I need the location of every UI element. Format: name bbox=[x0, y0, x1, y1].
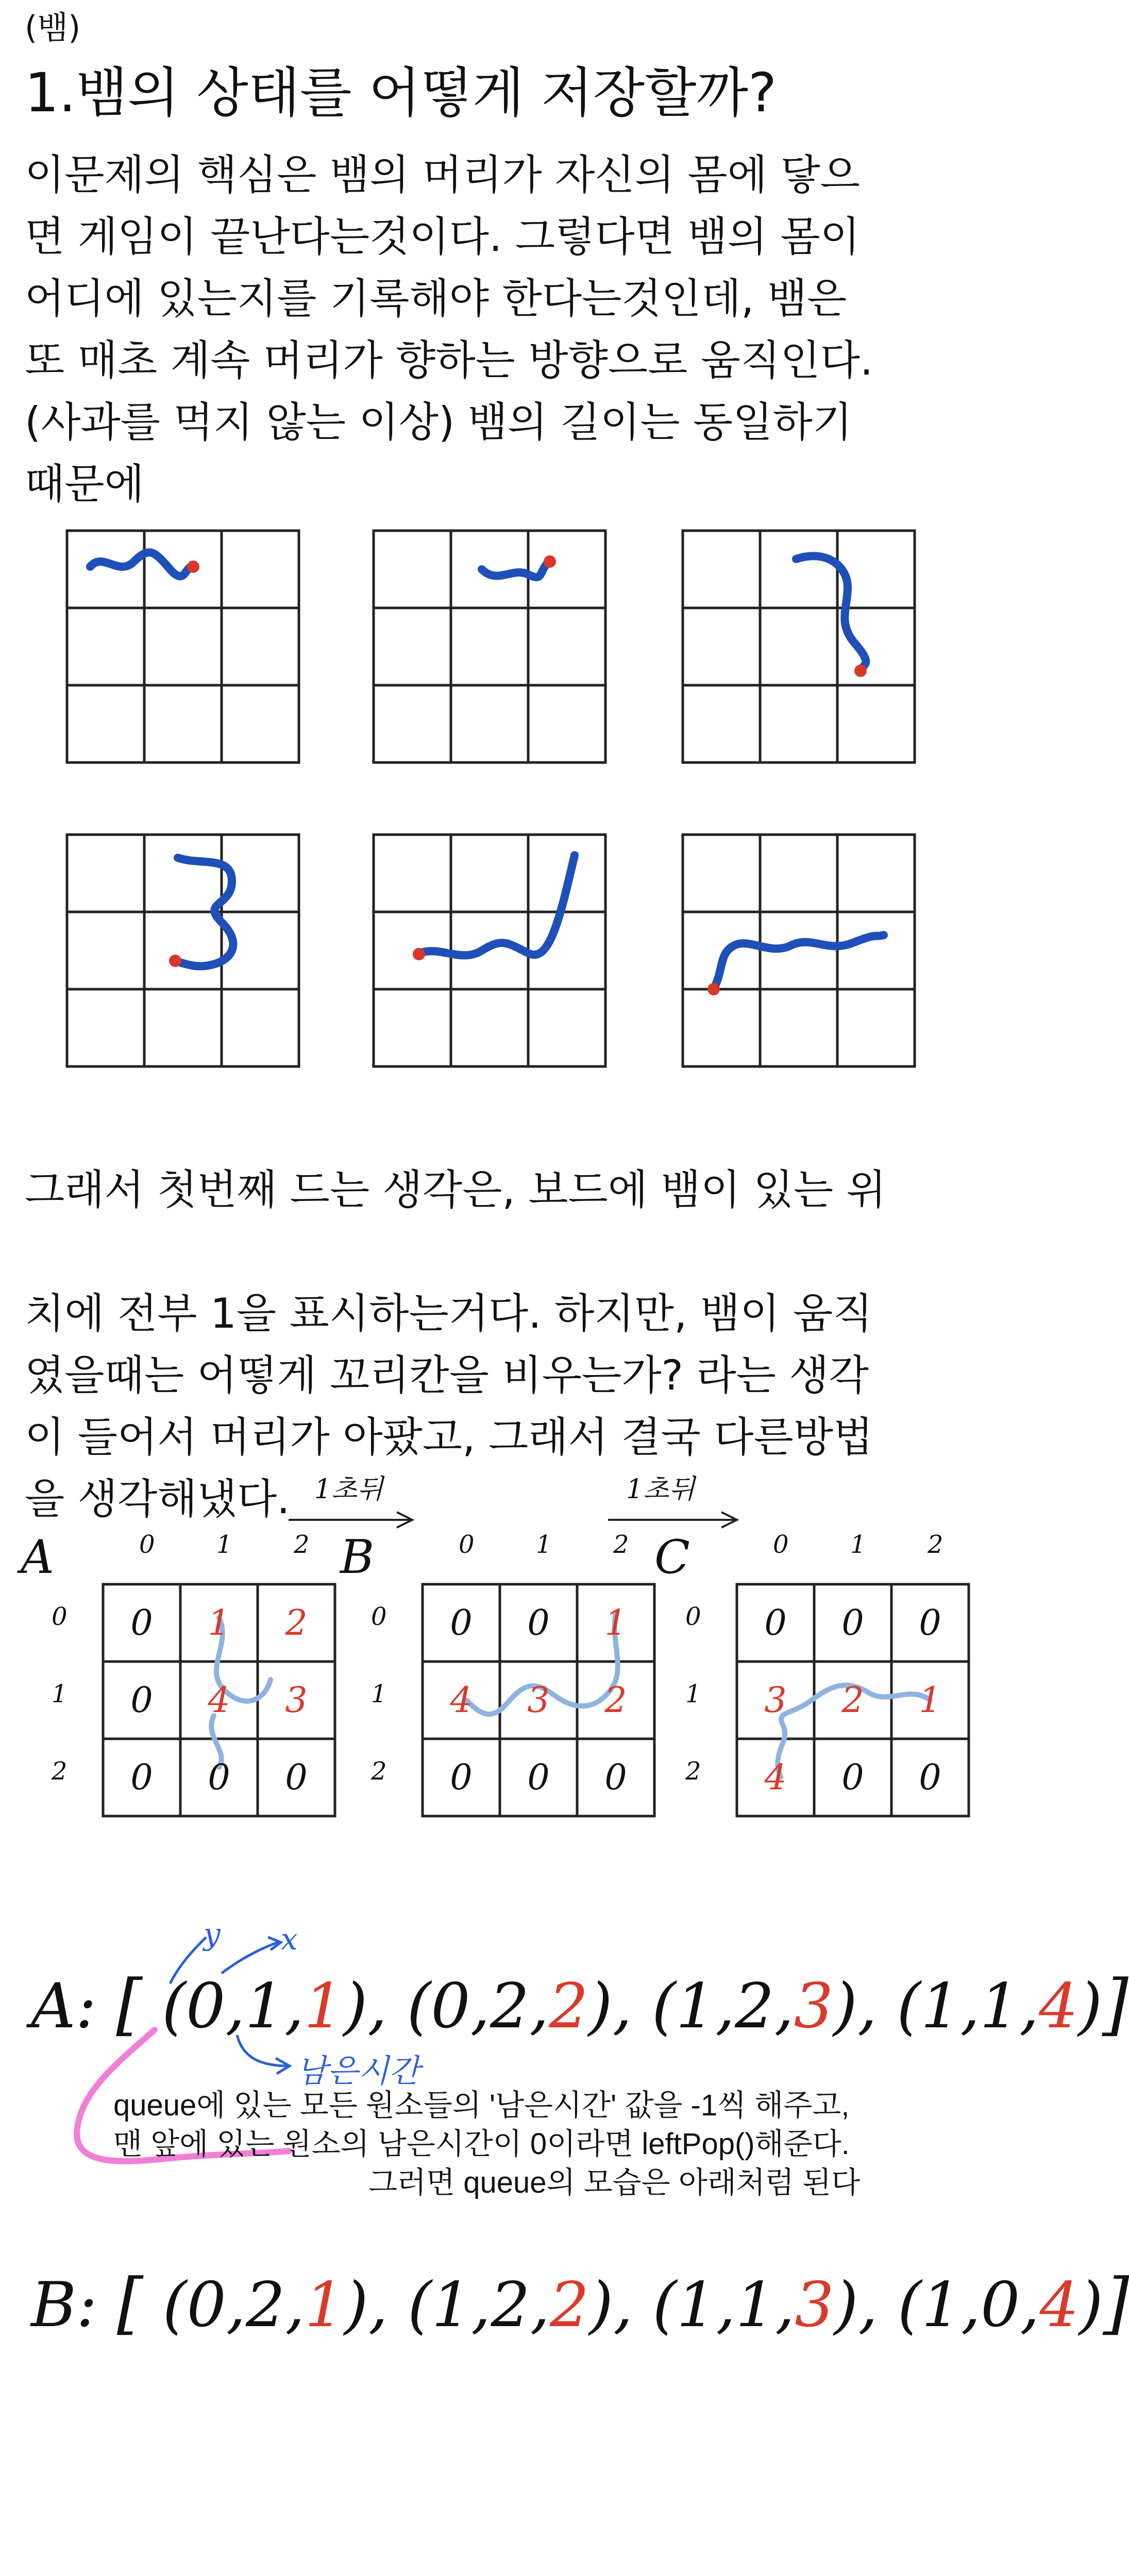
queue-a: A: [ (0,1,1), (0,2,2), (1,2,3), (1,1,4)] bbox=[31, 1965, 1128, 2043]
step-label-1: 1초뒤 bbox=[314, 1474, 383, 1505]
snake-illustration-grids bbox=[0, 515, 982, 1108]
snake-body bbox=[714, 935, 884, 989]
board-label: B bbox=[340, 1530, 375, 1584]
cell: 4 bbox=[208, 1680, 230, 1721]
step-arrow-2 bbox=[608, 1512, 737, 1528]
snake-head bbox=[187, 561, 199, 573]
cell: 0 bbox=[527, 1602, 550, 1643]
cell: 3 bbox=[764, 1680, 787, 1721]
col-header: 2 bbox=[294, 1530, 310, 1559]
queue-item: (0,2,2) bbox=[407, 1971, 613, 2042]
section1-paragraph: 이문제의 핵심은 뱀의 머리가 자신의 몸에 닿으 면 게임이 끝난다는것이다. 그렇다면 뱀의 몸이 어디에 있는지를 기록해야 한다는것인데, 뱀은 또 매초 계속 머리가 향하는 방향으로 움직인다. (사과를 먹지 않는 이상) 뱀의 길이는 동일하기 때문에 bbox=[25, 151, 873, 508]
cell: 0 bbox=[130, 1602, 153, 1643]
cell: 1 bbox=[208, 1602, 230, 1643]
cell: 0 bbox=[841, 1602, 864, 1643]
cell: 1 bbox=[919, 1680, 941, 1721]
note-line-1: queue에 있는 모든 원소들의 '남은시간' 값을 -1씩 해주고, bbox=[113, 2089, 850, 2122]
col-header: 1 bbox=[850, 1530, 866, 1559]
row-header: 0 bbox=[52, 1602, 68, 1631]
cell: 0 bbox=[130, 1757, 153, 1798]
cell: 0 bbox=[527, 1757, 550, 1798]
board-b bbox=[340, 1530, 660, 1880]
queue-item: (1,0,4) bbox=[897, 2269, 1103, 2341]
snake-head bbox=[169, 955, 181, 967]
snake-body bbox=[90, 552, 193, 576]
snake-head bbox=[707, 983, 720, 995]
queue-label: B: bbox=[31, 2269, 97, 2341]
board-label: C bbox=[654, 1530, 690, 1584]
cell: 0 bbox=[919, 1757, 941, 1798]
cell: 0 bbox=[919, 1602, 941, 1643]
cell: 2 bbox=[604, 1680, 627, 1721]
queue-item: (1,1,4) bbox=[897, 1971, 1103, 2042]
col-header: 1 bbox=[216, 1530, 232, 1559]
annot-x: x bbox=[281, 1922, 298, 1957]
queue-item: (0,2,1) bbox=[162, 2269, 368, 2341]
note-line-2: 맨 앞에 있는 원소의 남은시간이 0이라면 leftPop()해준다. bbox=[113, 2127, 850, 2161]
snake-head bbox=[413, 948, 425, 960]
queue-a-section bbox=[0, 1917, 1128, 2215]
snake-body bbox=[796, 556, 866, 670]
cell: 2 bbox=[285, 1602, 308, 1643]
cell: 3 bbox=[527, 1680, 550, 1721]
queue-label: A: bbox=[31, 1971, 97, 2042]
snake-head bbox=[544, 555, 556, 568]
col-header: 0 bbox=[459, 1530, 475, 1559]
row-header: 2 bbox=[371, 1757, 387, 1786]
row-header: 0 bbox=[371, 1602, 387, 1631]
queue-item: (1,1,3) bbox=[652, 2269, 858, 2341]
cell: 0 bbox=[450, 1757, 473, 1798]
cell: 0 bbox=[450, 1602, 473, 1643]
cell: 0 bbox=[285, 1757, 308, 1798]
row-header: 1 bbox=[52, 1680, 68, 1708]
cell: 0 bbox=[130, 1680, 153, 1721]
col-header: 2 bbox=[928, 1530, 943, 1559]
board-diagram bbox=[0, 1463, 982, 1927]
section1-title: 1.뱀의 상태를 어떻게 저장할까? bbox=[25, 61, 777, 124]
col-header: 1 bbox=[536, 1530, 552, 1559]
step-arrow-1 bbox=[289, 1512, 412, 1528]
annot-y: y bbox=[204, 1917, 221, 1952]
cell: 0 bbox=[841, 1757, 864, 1798]
grid-step-5 bbox=[374, 835, 605, 1066]
step-label-2: 1초뒤 bbox=[626, 1474, 695, 1505]
cell: 0 bbox=[208, 1757, 230, 1798]
cell: 3 bbox=[285, 1680, 308, 1721]
row-header: 0 bbox=[685, 1602, 701, 1631]
grid-step-1 bbox=[67, 531, 299, 762]
col-header: 2 bbox=[613, 1530, 629, 1559]
cell: 0 bbox=[604, 1757, 627, 1798]
queue-item: (1,2,3) bbox=[651, 1971, 857, 2042]
row-header: 1 bbox=[685, 1680, 701, 1708]
grid-step-2 bbox=[374, 531, 605, 762]
queue-item: (1,2,2) bbox=[408, 2269, 614, 2341]
queue-item: (0,1,1) bbox=[162, 1971, 368, 2042]
row-header: 2 bbox=[52, 1757, 68, 1786]
annot-remaining-time: 남은시간 bbox=[296, 2052, 420, 2090]
snake-body bbox=[420, 855, 575, 955]
cell: 4 bbox=[450, 1680, 473, 1721]
cell: 0 bbox=[764, 1602, 787, 1643]
cell: 4 bbox=[764, 1757, 787, 1798]
grid-step-3 bbox=[683, 531, 915, 762]
cell: 1 bbox=[604, 1602, 627, 1643]
board-c bbox=[654, 1530, 974, 1880]
grid-step-6 bbox=[683, 835, 915, 1066]
note-line-3: 그러면 queue의 모습은 아래처럼 된다 bbox=[368, 2166, 861, 2199]
snake-head bbox=[854, 665, 867, 677]
queue-b: B: [ (0,2,1), (1,2,2), (1,1,3), (1,0,4)] bbox=[31, 2264, 1129, 2342]
row-header: 2 bbox=[685, 1757, 701, 1786]
col-header: 0 bbox=[139, 1530, 155, 1559]
cell: 2 bbox=[841, 1680, 864, 1721]
board-a bbox=[21, 1530, 340, 1880]
snake-body bbox=[482, 562, 549, 577]
page-tag: (뱀) bbox=[25, 9, 81, 46]
grid-step-4 bbox=[67, 835, 299, 1066]
col-header: 0 bbox=[773, 1530, 789, 1559]
board-label: A bbox=[21, 1530, 54, 1584]
row-header: 1 bbox=[371, 1680, 387, 1708]
section1-paragraph2: 그래서 첫번째 드는 생각은, 보드에 뱀이 있는 위 치에 전부 1을 표시하는거다. 하지만, 뱀이 움직 였을때는 어떻게 꼬리칸을 비우는가? 라는 생각 이 들어서 머리가 아팠고, 그래서 결국 다른방법 을 생각해냈다. bbox=[25, 1166, 886, 1523]
